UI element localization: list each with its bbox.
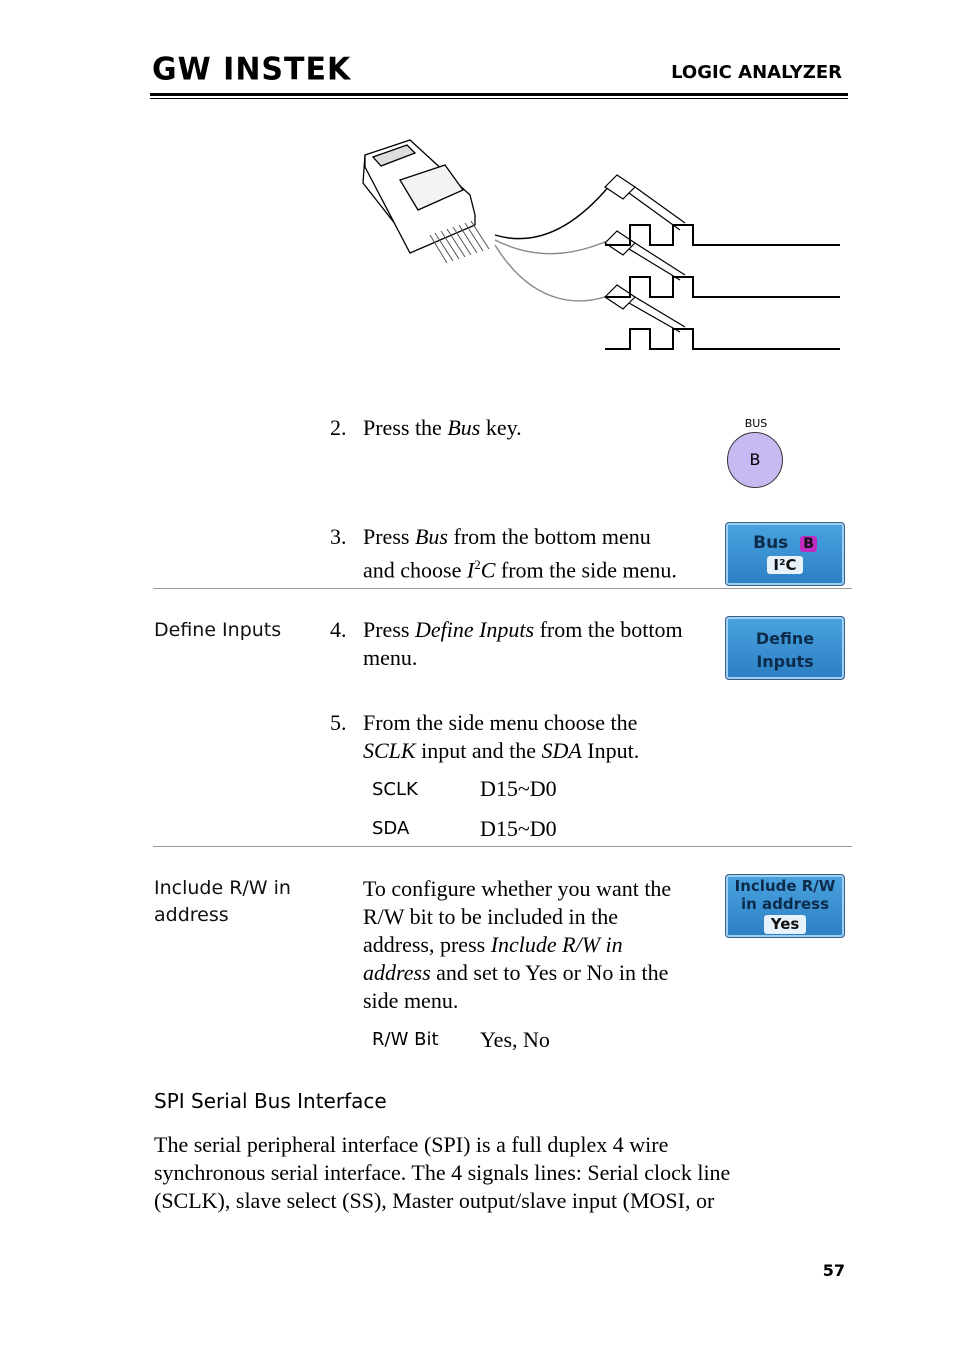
rw-bit-name: R/W Bit <box>372 1029 439 1050</box>
logic-probe-illustration <box>355 135 845 360</box>
softkey-title-row <box>726 533 844 553</box>
section-heading: SPI Serial Bus Interface <box>154 1089 387 1113</box>
brand-logo: GW INSTEK <box>152 51 352 88</box>
softkey-line-2: Inputs <box>756 652 814 671</box>
rw-bit-options: Yes, No <box>480 1027 550 1052</box>
page-number: 57 <box>822 1261 845 1280</box>
step-text: Press the Bus key. <box>363 415 522 440</box>
text-line: side menu. <box>363 988 459 1013</box>
step-text-line-1: From the side menu choose the <box>363 710 638 735</box>
section-divider <box>153 588 852 589</box>
bus-badge: B <box>800 536 817 552</box>
include-rw-label-line-1: Include R/W in <box>154 877 291 899</box>
step-number: 2. <box>330 415 347 440</box>
text-line: synchronous serial interface. The 4 signals lines: Serial clock line <box>154 1160 731 1185</box>
step-number: 3. <box>330 524 347 549</box>
step-text-line-2: and choose $I^2C$ from the side menu. <box>363 557 677 583</box>
step-3 <box>330 523 730 581</box>
step-4 <box>330 616 730 674</box>
probe-wires <box>495 185 610 301</box>
bus-key-button[interactable] <box>727 432 783 488</box>
include-rw-softkey[interactable] <box>725 874 845 938</box>
softkey-title: Bus <box>753 533 789 553</box>
section-divider <box>153 846 852 847</box>
input-range-sclk: D15~D0 <box>480 776 557 801</box>
header-rule-thin <box>150 98 848 99</box>
step-text-line-1: Press Bus from the bottom menu <box>363 524 651 549</box>
softkey-value: I²C <box>767 556 803 574</box>
softkey-line-1: Define <box>755 629 815 648</box>
step-2 <box>330 414 730 444</box>
step-text-line-2: menu. <box>363 645 418 670</box>
softkey-line-2: in address <box>740 895 830 913</box>
text-line: The serial peripheral interface (SPI) is a full duplex 4 wire <box>154 1132 669 1157</box>
section-paragraph <box>154 1131 854 1215</box>
header-rule <box>150 93 848 96</box>
step-number: 4. <box>330 617 347 642</box>
include-rw-label-line-2: address <box>154 904 229 926</box>
digital-waveforms <box>605 225 840 349</box>
input-name-sda: SDA <box>372 818 410 839</box>
probe-clips <box>605 175 685 332</box>
include-rw-description <box>363 875 723 1015</box>
text-line: address, press Include R/W in <box>363 932 623 957</box>
input-name-sclk: SCLK <box>372 779 418 800</box>
step-number: 5. <box>330 710 347 735</box>
bus-key-label: BUS <box>744 417 768 430</box>
step-text-line-2: SCLK input and the SDA Input. <box>363 738 640 763</box>
softkey-value: Yes <box>764 915 806 934</box>
text-line: address and set to Yes or No in the <box>363 960 669 985</box>
bus-i2c-softkey[interactable] <box>725 522 845 586</box>
step-text-line-1: Press Define Inputs from the bottom <box>363 617 683 642</box>
define-inputs-label: Define Inputs <box>154 619 282 641</box>
softkey-line-1: Include R/W <box>734 877 836 895</box>
chapter-title: LOGIC ANALYZER <box>671 62 842 83</box>
text-line: To configure whether you want the <box>363 876 672 901</box>
step-5 <box>330 709 730 767</box>
input-range-sda: D15~D0 <box>480 816 557 841</box>
define-inputs-softkey[interactable] <box>725 616 845 680</box>
text-line: R/W bit to be included in the <box>363 904 618 929</box>
bus-key-letter: B <box>749 450 761 469</box>
text-line: (SCLK), slave select (SS), Master output/slave input (MOSI, or <box>154 1188 715 1213</box>
probe-pod <box>363 140 475 253</box>
